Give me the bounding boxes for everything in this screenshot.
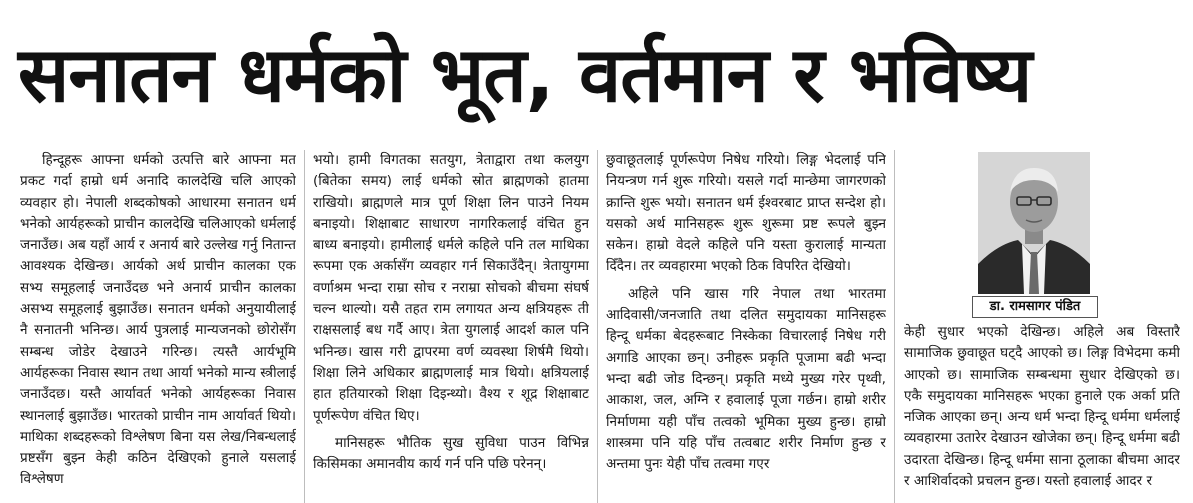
article-column-2 <box>313 150 589 503</box>
article-column-4 <box>904 322 1180 503</box>
column-divider <box>304 150 305 503</box>
paragraph: अहिले पनि खास गरि नेपाल तथा भारतमा आदिवासी/जनजाति तथा दलित समुदायका मानिसहरू हिन्दू धर्मका बेदहरूबाट निस्केका विचारलाई निषेध गरी अगाडि आएका छन्। उनीहरू प्रकृति पूजामा बढी भन्दा भन्दा बढी जोड दिन्छन्। प्रकृति मध्ये मुख्य गरेर पृथ्वी, आकाश, जल, अग्नि र हवालाई पूजा गर्छन। हाम्रो शरीर निर्माणमा यही पाँच तत्वको भूमिका मुख्य हुन्छ। हाम्रो शास्त्रमा पनि यहि पाँच तत्वबाट शरीर निर्माण हुन्छ र अन्तमा पुनः येही पाँच तत्वमा गएर <box>606 285 886 473</box>
paragraph: केही सुधार भएको देखिन्छ। अहिले अब विस्तारै सामाजिक छुवाछूत घट्दै आएको छ। लिङ्ग विभेदमा कमी आएको छ। सामाजिक सम्बन्धमा सुधार देखिएको छ। एकै समुदायका मानिसहरू भएका हुनाले एक अर्का प्रति नजिक आएका छन्। अन्य धर्म भन्दा हिन्दू धर्ममा धर्मलाई व्यवहारमा उतारेर देखाउन खोजेका छन्। हिन्दू धर्ममा बढी उदारता देखिन्छ। हिन्दू धर्ममा साना ठूलाका बीचमा आदर र आशिर्वादको प्रचलन हुन्छ। यस्तो हवालाई आदर र <box>904 324 1180 490</box>
paragraph: मानिसहरू भौतिक सुख सुविधा पाउन विभिन्न किसिमका अमानवीय कार्य गर्न पनि पछि परेनन्। <box>313 434 589 473</box>
column-divider <box>597 150 598 503</box>
column-divider <box>894 150 895 503</box>
paragraph: छुवाछूतलाई पूर्णरूपेण निषेध गरियो। लिङ्ग भेदलाई पनि नियन्त्रण गर्न शुरू गरियो। यसले गर्दा मान्छेमा जागरणको क्रान्ति शुरू भयो। सनातन धर्म ईश्वरबाट प्राप्त सन्देश हो। यसको अर्थ मानिसहरू शुरू शुरूमा प्रष्ट रूपले बुझ्न सकेन। हाम्रो वेदले कहिले पनि यस्ता कुरालाई मान्यता दिँदैन। तर व्यवहारमा भएको ठिक विपरित देखियो। <box>606 152 886 275</box>
article-headline: सनातन धर्मको भूत, वर्तमान र भविष्य <box>18 30 1032 119</box>
paragraph: हिन्दूहरू आफ्ना धर्मको उत्पत्ति बारे आफ्ना मत प्रकट गर्दा हाम्रो धर्म अनादि कालदेखि चलि आएको व्यवहार हो। नेपाली शब्दकोषको आधारमा सनातन धर्म भनेको आर्यहरूको प्राचीन कालदेखि चलिआएको धर्मलाई जनाउँछ। अब यहाँ आर्य र अनार्य बारे उल्लेख गर्नु नितान्त आवश्यक देखिन्छ। आर्यको अर्थ प्राचीन कालका एक सभ्य समूहलाई जनाउँदछ भने अनार्य प्राचीन कालका असभ्य समूहलाई बुझाउँछ। सनातन धर्मको अनुयायीलाई नै सनातनी भनिन्छ। आर्य पुत्रलाई मान्यजनको छोरोसँग सम्बन्ध जोडेर देखाउने गरिन्छ। त्यस्तै आर्यभूमि आर्यहरूका निवास स्थान तथा आर्या भनेको मान्य स्त्रीलाई जनाउँदछ। यस्तै आर्यावर्त भनेको आर्यहरूका निवास स्थानलाई बुझाउँछ। भारतको प्राचीन नाम आर्यावर्त थियो। माथिका शब्दहरूको विश्लेषण बिना यस लेख/निबन्धलाई प्रष्टसँग बुझ्न केही कठिन देखिएको हुनाले यसलाई विश्लेषण <box>20 152 296 488</box>
author-photo <box>978 152 1090 294</box>
paragraph: भयो। हामी विगतका सतयुग, त्रेताद्वारा तथा कलयुग (बितेका समय) लाई धर्मको स्रोत ब्राह्मणको हातमा राखियो। ब्राह्मणले मात्र पूर्ण शिक्षा लिन पाउने नियम बनाइयो। शिक्षाबाट साधारण नागरिकलाई वंचित हुन बाध्य बनाइयो। हामीलाई धर्मले कहिले पनि तल माथिका रूपमा एक अर्कासँग व्यवहार गर्न सिकाउँदैन्। त्रेतायुगमा वर्णाश्रम भन्दा राम्रा सोच र नराम्रा सोचको बीचमा संघर्ष चल्न थाल्यो। यसै तहत राम लगायत अन्य क्षत्रियहरू ती राक्षसलाई बध गर्दै आए। त्रेता युगलाई आदर्श काल पनि भनिन्छ। खास गरी द्वापरमा वर्ण व्यवस्था शिर्षमै थियो। शिक्षा लिने अधिकार ब्राह्मणलाई मात्र थियो। क्षत्रियलाई हात हतियारको शिक्षा दिइन्थ्यो। वैश्य र शूद्र शिक्षाबाट पूर्णरूपेण वंचित थिए। <box>313 152 589 424</box>
article-column-3 <box>606 150 886 503</box>
author-portrait-icon <box>978 152 1090 294</box>
author-byline: डा. रामसागर पंडित <box>972 296 1098 318</box>
article-column-1 <box>20 150 296 503</box>
